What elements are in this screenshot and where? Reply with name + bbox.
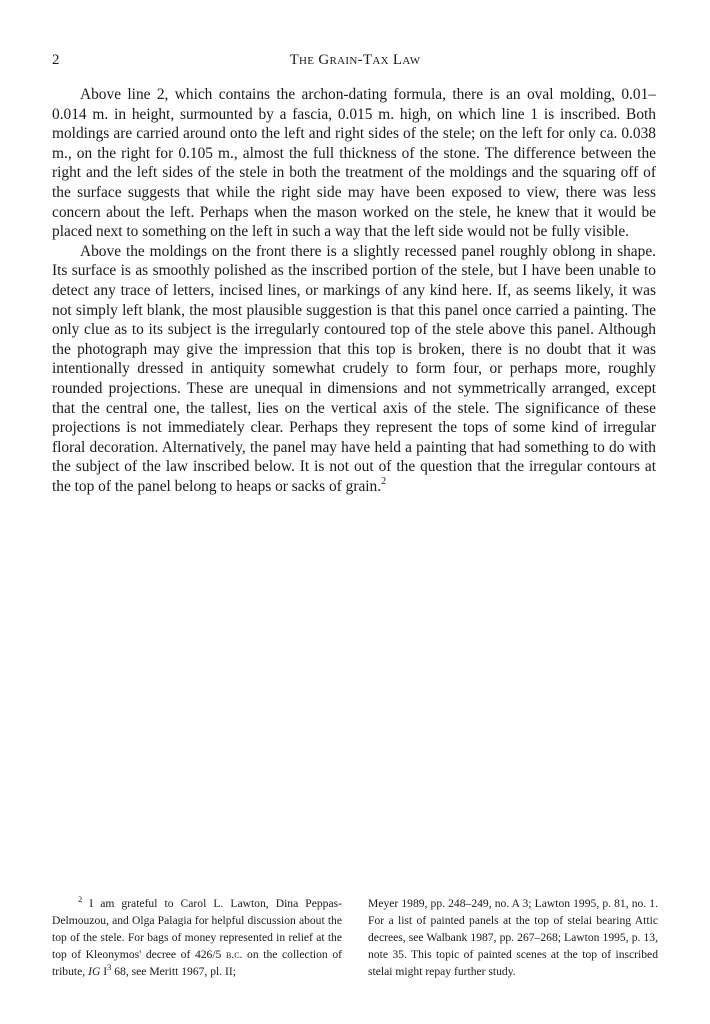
footnote-text-c: 68, see Meritt 1967, pl. II;: [114, 965, 236, 978]
paragraph-2-text: Above the moldings on the front there is a slightly recessed panel roughly oblong in shape. Its surface is as smoothly polished as the inscribed portion of the stele, but I have been unable to detect any trace of letters, incised lines, or markings of any kind here. If, as seems likely, it was not simply left blank, the most plausible suggestion is that this panel once carried a painting. The only clue as to its subject is the irregularly contoured top of the stele above this panel. Although the photograph may give the impression that this top is broken, there is no doubt that it was intentionally dressed in antiquity somewhat crudely to form four, or perhaps more, roughly rounded projections. These are unequal in dimensions and not symmetrically arranged, except that the central one, the tallest, lies on the vertical axis of the stele. The significance of these projections is not immediately clear. Perhaps they represent the tops of some kind of irregular floral decoration. Alternatively, the panel may have held a painting that had something to do with the subject of the law inscribed below. It is not out of the question that the irregular contours at the top of the panel belong to heaps or sacks of grain.: [52, 242, 656, 495]
footnote-marker: 2: [78, 894, 83, 905]
era-abbreviation: b.c.: [225, 948, 243, 961]
ig-abbreviation: IG: [88, 965, 101, 978]
paragraph-2: [52, 242, 656, 497]
ig-volume: I: [103, 965, 108, 978]
paragraph-1: Above line 2, which contains the archon-dating formula, there is an oval molding, 0.01–0.014 m. in height, surmounted by a fascia, 0.015 m. high, on which line 1 is inscribed. Both moldings are carried around onto the left and right sides of the stele; on the left for only ca. 0.038 m., on the right for 0.105 m., almost the full thickness of the stone. The difference between the right and the left sides of the stele in both the treatment of the moldings and the squaring off of the surface suggests that while the right side may have been exposed to view, there was less concern about the left. Perhaps when the mason worked on the stele, he knew that it would be placed next to something on the left in such a way that the left side would not be fully visible.: [52, 86, 656, 241]
body-text: [52, 85, 656, 496]
ig-edition: 3: [107, 962, 112, 973]
footnote-2: [52, 895, 342, 980]
footnotes: [52, 895, 658, 980]
footnote-2-continued: Meyer 1989, pp. 248–249, no. A 3; Lawton 1995, p. 81, no. 1. For a list of painted panels at the top of stelai bearing Attic decrees, see Walbank 1987, pp. 267–268; Lawton 1995, p. 13, note 35. This topic of painted scenes at the top of inscribed stelai might repay further study.: [368, 897, 658, 978]
footnote-reference[interactable]: 2: [381, 475, 387, 487]
running-head: The Grain-Tax Law: [289, 52, 421, 68]
footnote-text-a: I am grateful to Carol L. Lawton, Dina Peppas-Delmouzou, and Olga Palagia for helpful discussion about the top of the stele. For bags of money represented in relief at the top of Kleonymos' decree of 426/5: [52, 897, 342, 961]
footnote-column-1: [52, 895, 342, 980]
footnote-column-2: [368, 895, 658, 980]
page-number: 2: [52, 52, 60, 68]
footnote-text-b: on the collection of tribute,: [52, 948, 342, 978]
